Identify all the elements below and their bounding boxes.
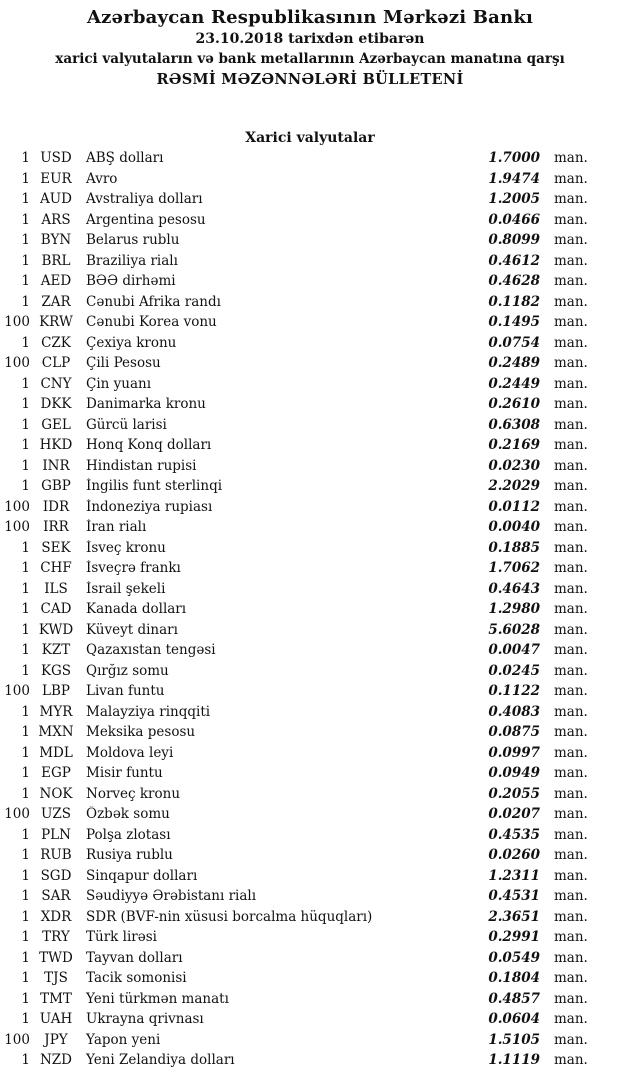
rate-value: 0.0604 xyxy=(488,1011,540,1028)
rate-value: 0.0875 xyxy=(488,724,540,741)
unit-label: man. xyxy=(554,642,588,659)
currency-name: Tacik somonisi xyxy=(86,970,187,987)
rate-row xyxy=(0,271,620,292)
currency-code: CHF xyxy=(40,560,72,577)
currency-code: KWD xyxy=(38,621,74,638)
unit-label: man. xyxy=(554,826,588,843)
bulletin-subtitle: xarici valyutaların və bank metallarının Azərbaycan manatına qarşı xyxy=(55,51,565,67)
rate-value: 0.2055 xyxy=(488,785,540,802)
currency-quantity: 1 xyxy=(21,252,30,269)
currency-code: KRW xyxy=(39,314,73,331)
currency-name: Cənubi Afrika randı xyxy=(86,293,221,310)
currency-code: XDR xyxy=(40,908,72,925)
currency-quantity: 100 xyxy=(4,683,30,700)
currency-name: Avro xyxy=(86,170,118,187)
rate-value: 0.4612 xyxy=(488,252,540,269)
currency-name: BƏƏ dirhəmi xyxy=(86,273,176,290)
currency-code: CAD xyxy=(40,601,72,618)
currency-code: BRL xyxy=(41,252,71,269)
currency-code: NOK xyxy=(39,785,73,802)
currency-quantity: 100 xyxy=(4,314,30,331)
currency-name: Argentina pesosu xyxy=(86,211,206,228)
rate-value: 0.0230 xyxy=(488,457,540,474)
unit-label: man. xyxy=(554,662,588,679)
unit-label: man. xyxy=(554,293,588,310)
rate-value: 0.2991 xyxy=(488,929,540,946)
rate-row xyxy=(0,292,620,313)
currency-code: DKK xyxy=(40,396,72,413)
currency-quantity: 1 xyxy=(21,375,30,392)
currency-name: Cənubi Korea vonu xyxy=(86,314,217,331)
currency-name: Honq Konq dolları xyxy=(86,437,212,454)
currency-quantity: 1 xyxy=(21,273,30,290)
currency-code: SEK xyxy=(41,539,71,556)
currency-quantity: 1 xyxy=(21,293,30,310)
rate-row xyxy=(0,456,620,477)
currency-quantity: 100 xyxy=(4,355,30,372)
currency-name: Kanada dolları xyxy=(86,601,187,618)
currency-code: HKD xyxy=(39,437,73,454)
section-title-foreign-currencies: Xarici valyutalar xyxy=(245,130,375,146)
currency-quantity: 1 xyxy=(21,232,30,249)
rate-row xyxy=(0,148,620,169)
rate-value: 0.0260 xyxy=(488,847,540,864)
currency-name: Braziliya rialı xyxy=(86,252,178,269)
rate-value: 0.2610 xyxy=(488,396,540,413)
unit-label: man. xyxy=(554,437,588,454)
unit-label: man. xyxy=(554,785,588,802)
rate-row xyxy=(0,169,620,190)
unit-label: man. xyxy=(554,601,588,618)
rate-value: 0.1182 xyxy=(488,293,540,310)
rate-value: 1.2005 xyxy=(488,191,540,208)
rate-row xyxy=(0,579,620,600)
currency-code: ZAR xyxy=(41,293,71,310)
currency-name: Livan funtu xyxy=(86,683,165,700)
currency-code: ILS xyxy=(44,580,68,597)
currency-code: IRR xyxy=(43,519,69,536)
currency-code: JPY xyxy=(44,1031,68,1048)
rate-value: 1.7062 xyxy=(488,560,540,577)
rate-value: 0.1885 xyxy=(488,539,540,556)
rate-row xyxy=(0,517,620,538)
currency-code: KZT xyxy=(41,642,71,659)
rate-value: 0.2449 xyxy=(488,375,540,392)
effective-date-line: 23.10.2018 tarixdən etibarən xyxy=(195,31,425,47)
unit-label: man. xyxy=(554,539,588,556)
currency-quantity: 1 xyxy=(21,457,30,474)
rate-row xyxy=(0,907,620,928)
rate-value: 0.4535 xyxy=(488,826,540,843)
unit-label: man. xyxy=(554,416,588,433)
rate-row xyxy=(0,640,620,661)
currency-code: LBP xyxy=(42,683,70,700)
currency-code: TMT xyxy=(40,990,72,1007)
unit-label: man. xyxy=(554,334,588,351)
currency-quantity: 1 xyxy=(21,211,30,228)
currency-name: Belarus rublu xyxy=(86,232,180,249)
currency-name: Ukrayna qrivnası xyxy=(86,1011,204,1028)
rate-row xyxy=(0,702,620,723)
currency-code: GEL xyxy=(41,416,71,433)
rate-row xyxy=(0,845,620,866)
currency-quantity: 1 xyxy=(21,929,30,946)
currency-name: Hindistan rupisi xyxy=(86,457,197,474)
rate-value: 2.2029 xyxy=(488,478,540,495)
unit-label: man. xyxy=(554,519,588,536)
currency-name: Malayziya rinqqiti xyxy=(86,703,211,720)
unit-label: man. xyxy=(554,457,588,474)
currency-code: NZD xyxy=(39,1052,73,1069)
currency-code: TRY xyxy=(42,929,70,946)
currency-name: Norveç kronu xyxy=(86,785,181,802)
rate-row xyxy=(0,230,620,251)
currency-name: Qazaxıstan tengəsi xyxy=(86,642,216,659)
rate-row xyxy=(0,620,620,641)
unit-label: man. xyxy=(554,396,588,413)
currency-code: GBP xyxy=(41,478,71,495)
rate-value: 0.0112 xyxy=(488,498,540,515)
unit-label: man. xyxy=(554,867,588,884)
currency-code: IDR xyxy=(42,498,70,515)
currency-quantity: 1 xyxy=(21,744,30,761)
currency-code: AED xyxy=(40,273,72,290)
unit-label: man. xyxy=(554,478,588,495)
bulletin-title: RƏSMİ MƏZƏNNƏLƏRİ BÜLLETENİ xyxy=(156,71,464,88)
currency-name: İngilis funt sterlinqi xyxy=(86,478,223,495)
currency-quantity: 1 xyxy=(21,826,30,843)
rate-value: 5.6028 xyxy=(488,621,540,638)
unit-label: man. xyxy=(554,847,588,864)
unit-label: man. xyxy=(554,191,588,208)
currency-name: Çili Pesosu xyxy=(86,355,161,372)
rate-value: 1.2980 xyxy=(488,601,540,618)
rate-row xyxy=(0,1050,620,1071)
rate-row xyxy=(0,722,620,743)
currency-quantity: 100 xyxy=(4,519,30,536)
currency-code: INR xyxy=(42,457,70,474)
currency-name: Qırğız somu xyxy=(86,662,169,679)
currency-name: Polşa zlotası xyxy=(86,826,171,843)
unit-label: man. xyxy=(554,498,588,515)
unit-label: man. xyxy=(554,252,588,269)
bank-name-title: Azərbaycan Respublikasının Mərkəzi Bankı xyxy=(86,7,534,28)
unit-label: man. xyxy=(554,990,588,1007)
unit-label: man. xyxy=(554,355,588,372)
currency-name: İsrail şekeli xyxy=(86,580,166,597)
currency-quantity: 1 xyxy=(21,867,30,884)
currency-name: Özbək somu xyxy=(86,806,170,823)
unit-label: man. xyxy=(554,621,588,638)
rate-row xyxy=(0,312,620,333)
rate-value: 1.5105 xyxy=(488,1031,540,1048)
currency-code: BYN xyxy=(40,232,72,249)
rate-row xyxy=(0,743,620,764)
unit-label: man. xyxy=(554,1011,588,1028)
currency-name: İsveçrə frankı xyxy=(86,560,181,577)
rate-row xyxy=(0,251,620,272)
rate-value: 1.9474 xyxy=(488,170,540,187)
rate-row xyxy=(0,189,620,210)
unit-label: man. xyxy=(554,375,588,392)
currency-code: UAH xyxy=(39,1011,73,1028)
currency-name: Yeni Zelandiya dolları xyxy=(86,1052,235,1069)
currency-name: Danimarka kronu xyxy=(86,396,206,413)
unit-label: man. xyxy=(554,170,588,187)
currency-code: RUB xyxy=(40,847,72,864)
currency-name: Rusiya rublu xyxy=(86,847,173,864)
rate-value: 0.4531 xyxy=(488,888,540,905)
rate-row xyxy=(0,989,620,1010)
currency-quantity: 1 xyxy=(21,437,30,454)
rate-value: 0.1804 xyxy=(488,970,540,987)
currency-code: UZS xyxy=(40,806,71,823)
rate-row xyxy=(0,538,620,559)
rate-value: 0.0047 xyxy=(488,642,540,659)
unit-label: man. xyxy=(554,211,588,228)
rates-table xyxy=(0,148,620,1071)
rate-value: 0.2489 xyxy=(488,355,540,372)
rate-row xyxy=(0,353,620,374)
currency-name: Türk lirəsi xyxy=(86,929,157,946)
rate-value: 0.0245 xyxy=(488,662,540,679)
currency-code: ARS xyxy=(41,211,71,228)
currency-name: Moldova leyi xyxy=(86,744,174,761)
unit-label: man. xyxy=(554,929,588,946)
currency-code: CLP xyxy=(41,355,71,372)
rate-value: 1.7000 xyxy=(488,150,540,167)
unit-label: man. xyxy=(554,703,588,720)
currency-quantity: 1 xyxy=(21,416,30,433)
currency-quantity: 1 xyxy=(21,847,30,864)
rate-row xyxy=(0,210,620,231)
rate-value: 0.6308 xyxy=(488,416,540,433)
currency-quantity: 1 xyxy=(21,170,30,187)
currency-name: Meksika pesosu xyxy=(86,724,196,741)
rate-value: 0.4628 xyxy=(488,273,540,290)
rate-row xyxy=(0,394,620,415)
currency-name: Yapon yeni xyxy=(86,1031,161,1048)
currency-name: İran rialı xyxy=(86,519,147,536)
currency-quantity: 1 xyxy=(21,580,30,597)
rate-value: 0.4857 xyxy=(488,990,540,1007)
rate-value: 0.0549 xyxy=(488,949,540,966)
currency-quantity: 1 xyxy=(21,888,30,905)
currency-quantity: 1 xyxy=(21,621,30,638)
currency-name: Sinqapur dolları xyxy=(86,867,198,884)
rate-value: 1.1119 xyxy=(488,1052,540,1069)
unit-label: man. xyxy=(554,908,588,925)
currency-quantity: 1 xyxy=(21,703,30,720)
unit-label: man. xyxy=(554,560,588,577)
currency-name: SDR (BVF-nin xüsusi borcalma hüquqları) xyxy=(86,908,373,925)
rate-value: 1.2311 xyxy=(488,867,540,884)
rate-row xyxy=(0,1030,620,1051)
rate-row xyxy=(0,497,620,518)
rate-value: 0.1122 xyxy=(488,683,540,700)
currency-name: İndoneziya rupiası xyxy=(86,498,213,515)
currency-code: KGS xyxy=(40,662,72,679)
rate-row xyxy=(0,886,620,907)
currency-code: CNY xyxy=(40,375,72,392)
unit-label: man. xyxy=(554,1031,588,1048)
currency-quantity: 1 xyxy=(21,724,30,741)
unit-label: man. xyxy=(554,724,588,741)
currency-name: Səudiyyə Ərəbistanı rialı xyxy=(86,888,257,905)
currency-code: MXN xyxy=(38,724,74,741)
currency-name: Yeni türkmən manatı xyxy=(86,990,229,1007)
currency-code: SGD xyxy=(40,867,72,884)
currency-quantity: 1 xyxy=(21,642,30,659)
rate-row xyxy=(0,374,620,395)
currency-quantity: 1 xyxy=(21,1011,30,1028)
rate-row xyxy=(0,681,620,702)
currency-code: TJS xyxy=(44,970,68,987)
currency-quantity: 1 xyxy=(21,908,30,925)
rate-value: 0.0754 xyxy=(488,334,540,351)
currency-code: USD xyxy=(40,150,72,167)
currency-code: PLN xyxy=(41,826,71,843)
unit-label: man. xyxy=(554,806,588,823)
currency-name: Gürcü larisi xyxy=(86,416,167,433)
rate-row xyxy=(0,476,620,497)
currency-quantity: 1 xyxy=(21,785,30,802)
rate-value: 0.0466 xyxy=(488,211,540,228)
currency-name: ABŞ dolları xyxy=(86,150,164,167)
currency-quantity: 100 xyxy=(4,806,30,823)
rate-value: 0.0040 xyxy=(488,519,540,536)
currency-quantity: 100 xyxy=(4,498,30,515)
unit-label: man. xyxy=(554,273,588,290)
unit-label: man. xyxy=(554,580,588,597)
unit-label: man. xyxy=(554,1052,588,1069)
rate-row xyxy=(0,435,620,456)
rate-row xyxy=(0,599,620,620)
rate-value: 2.3651 xyxy=(488,908,540,925)
currency-quantity: 1 xyxy=(21,334,30,351)
currency-name: Misir funtu xyxy=(86,765,163,782)
rate-row xyxy=(0,558,620,579)
unit-label: man. xyxy=(554,949,588,966)
rate-row xyxy=(0,968,620,989)
rate-row xyxy=(0,333,620,354)
currency-quantity: 1 xyxy=(21,1052,30,1069)
rate-value: 0.4643 xyxy=(488,580,540,597)
rate-value: 0.0997 xyxy=(488,744,540,761)
rate-row xyxy=(0,866,620,887)
currency-code: CZK xyxy=(41,334,71,351)
rate-row xyxy=(0,948,620,969)
currency-quantity: 1 xyxy=(21,949,30,966)
unit-label: man. xyxy=(554,683,588,700)
currency-quantity: 1 xyxy=(21,990,30,1007)
unit-label: man. xyxy=(554,232,588,249)
currency-quantity: 1 xyxy=(21,601,30,618)
currency-quantity: 1 xyxy=(21,539,30,556)
currency-name: Tayvan dolları xyxy=(86,949,183,966)
rate-value: 0.8099 xyxy=(488,232,540,249)
rate-row xyxy=(0,415,620,436)
currency-code: TWD xyxy=(39,949,73,966)
currency-quantity: 1 xyxy=(21,150,30,167)
currency-quantity: 1 xyxy=(21,478,30,495)
unit-label: man. xyxy=(554,888,588,905)
rate-value: 0.4083 xyxy=(488,703,540,720)
currency-code: SAR xyxy=(41,888,71,905)
rate-row xyxy=(0,825,620,846)
currency-code: MYR xyxy=(39,703,73,720)
rate-value: 0.1495 xyxy=(488,314,540,331)
unit-label: man. xyxy=(554,150,588,167)
rate-row xyxy=(0,804,620,825)
currency-name: Küveyt dinarı xyxy=(86,621,178,638)
currency-quantity: 100 xyxy=(4,1031,30,1048)
currency-code: AUD xyxy=(40,191,72,208)
unit-label: man. xyxy=(554,314,588,331)
unit-label: man. xyxy=(554,765,588,782)
currency-quantity: 1 xyxy=(21,396,30,413)
rate-row xyxy=(0,784,620,805)
currency-code: EGP xyxy=(41,765,71,782)
unit-label: man. xyxy=(554,744,588,761)
currency-code: EUR xyxy=(40,170,72,187)
currency-quantity: 1 xyxy=(21,765,30,782)
rate-value: 0.2169 xyxy=(488,437,540,454)
currency-name: Avstraliya dolları xyxy=(86,191,203,208)
rate-value: 0.0207 xyxy=(488,806,540,823)
currency-quantity: 1 xyxy=(21,970,30,987)
rate-row xyxy=(0,763,620,784)
unit-label: man. xyxy=(554,970,588,987)
rate-row xyxy=(0,1009,620,1030)
currency-quantity: 1 xyxy=(21,560,30,577)
currency-quantity: 1 xyxy=(21,191,30,208)
currency-code: MDL xyxy=(39,744,73,761)
rate-value: 0.0949 xyxy=(488,765,540,782)
currency-quantity: 1 xyxy=(21,662,30,679)
currency-name: İsveç kronu xyxy=(86,539,166,556)
rate-row xyxy=(0,661,620,682)
currency-name: Çin yuanı xyxy=(86,375,152,392)
rate-row xyxy=(0,927,620,948)
currency-name: Çexiya kronu xyxy=(86,334,177,351)
